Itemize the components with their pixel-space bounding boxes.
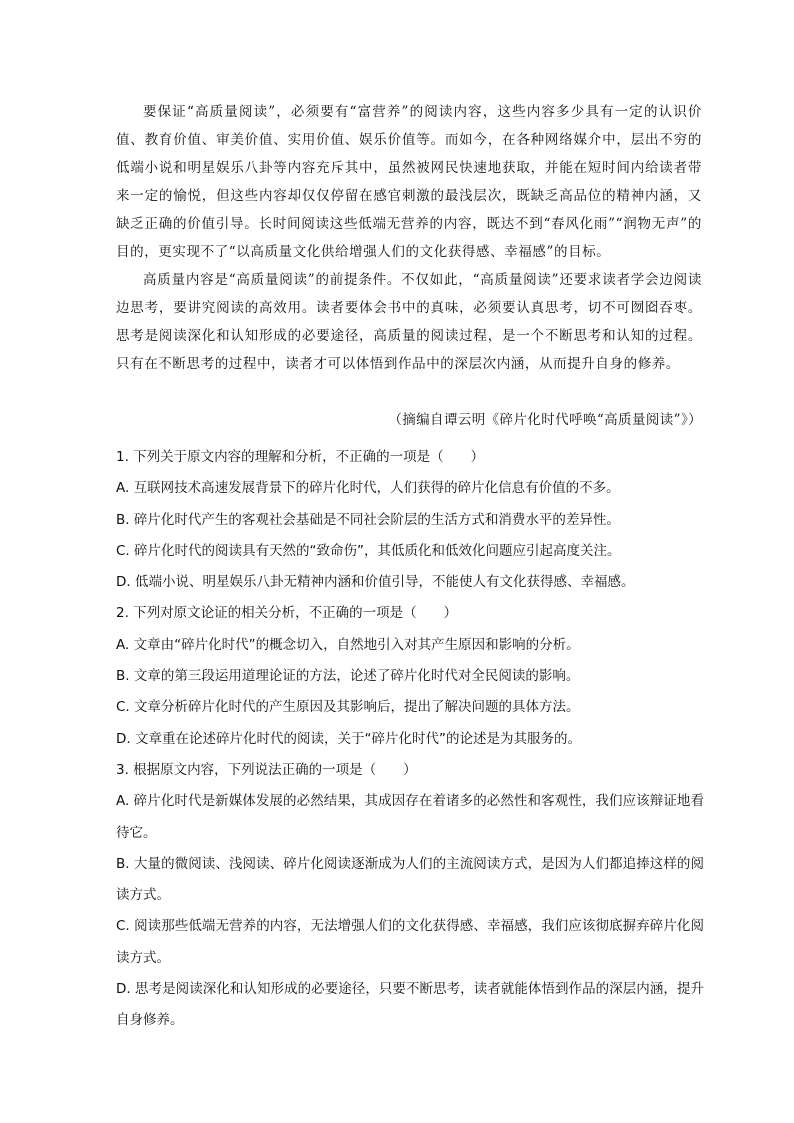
- question-stem: 3. 根据原文内容，下列说法正确的一项是（ ）: [116, 761, 417, 778]
- passage-source-citation: （摘编自谭云明《碎片化时代呼唤“高质量阅读”》）: [388, 412, 702, 428]
- question-list: [116, 442, 704, 1037]
- option-a: A. 碎片化时代是新媒体发展的必然结果，其成因存在着诸多的必然性和客观性，我们应该辩证地看待它。: [116, 793, 704, 841]
- option-d: D. 文章重在论述碎片化时代的阅读，关于“碎片化时代”的论述是为其服务的。: [116, 730, 581, 747]
- option-c: C. 文章分析碎片化时代的产生原因及其影响后，提出了解决问题的具体方法。: [116, 699, 580, 716]
- option-a: A. 文章由“碎片化时代”的概念切入，自然地引入对其产生原因和影响的分析。: [116, 636, 580, 653]
- option-a: A. 互联网技术高速发展背景下的碎片化时代，人们获得的碎片化信息有价值的不多。: [116, 480, 620, 497]
- option-d: D. 低端小说、明星娱乐八卦无精神内涵和价值引导，不能使人有文化获得感、幸福感。: [116, 574, 635, 591]
- option-c: C. 阅读那些低端无营养的内容，无法增强人们的文化获得感、幸福感，我们应该彻底摒弃碎片化阅读方式。: [116, 918, 704, 966]
- question-stem: 2. 下列对原文论证的相关分析，不正确的一项是（ ）: [116, 605, 458, 622]
- option-b: B. 文章的第三段运用道理论证的方法，论述了碎片化时代对全民阅读的影响。: [116, 668, 580, 685]
- option-c: C. 碎片化时代的阅读具有天然的“致命伤”，其低质化和低效化问题应引起高度关注。: [116, 542, 621, 559]
- question-3: [116, 755, 704, 1037]
- option-b: B. 碎片化时代产生的客观社会基础是不同社会阶层的生活方式和消费水平的差异性。: [116, 511, 620, 528]
- passage-paragraph: 高质量内容是“高质量阅读”的前提条件。不仅如此，“高质量阅读”还要求读者学会边阅读边思考，要讲究阅读的高效用。读者要体会书中的真味，必须要认真思考，切不可囫囵吞枣。思考是阅读深化和认知形成的必要途径，高质量的阅读过程，是一个不断思考和认知的过程。只有在不断思考的过程中，读者才可以体悟到作品中的深层次内涵，从而提升自身的修养。: [116, 272, 702, 372]
- option-b: B. 大量的微阅读、浅阅读、碎片化阅读逐渐成为人们的主流阅读方式，是因为人们都追捧这样的阅读方式。: [116, 855, 704, 904]
- reading-passage: [116, 98, 702, 378]
- passage-paragraph: 要保证“高质量阅读”，必须要有“富营养”的阅读内容，这些内容多少具有一定的认识价值、教育价值、审美价值、实用价值、娱乐价值等。而如今，在各种网络媒介中，层出不穷的低端小说和明星娱乐八卦等内容充斥其中，虽然被网民快速地获取，并能在短时间内给读者带来一定的愉悦，但这些内容却仅仅停留在感官刺激的最浅层次，既缺乏高品位的精神内涵，又缺乏正确的价值引导。长时间阅读这些低端无营养的内容，既达不到“春风化雨”“润物无声”的目的，更实现不了“以高质量文化供给增强人们的文化获得感、幸福感”的目标。: [116, 104, 702, 260]
- question-1: [116, 442, 704, 598]
- option-d: D. 思考是阅读深化和认知形成的必要途径，只要不断思考，读者就能体悟到作品的深层内涵，提升自身修养。: [116, 981, 704, 1029]
- question-2: [116, 598, 704, 754]
- question-stem: 1. 下列关于原文内容的理解和分析，不正确的一项是（ ）: [116, 449, 485, 465]
